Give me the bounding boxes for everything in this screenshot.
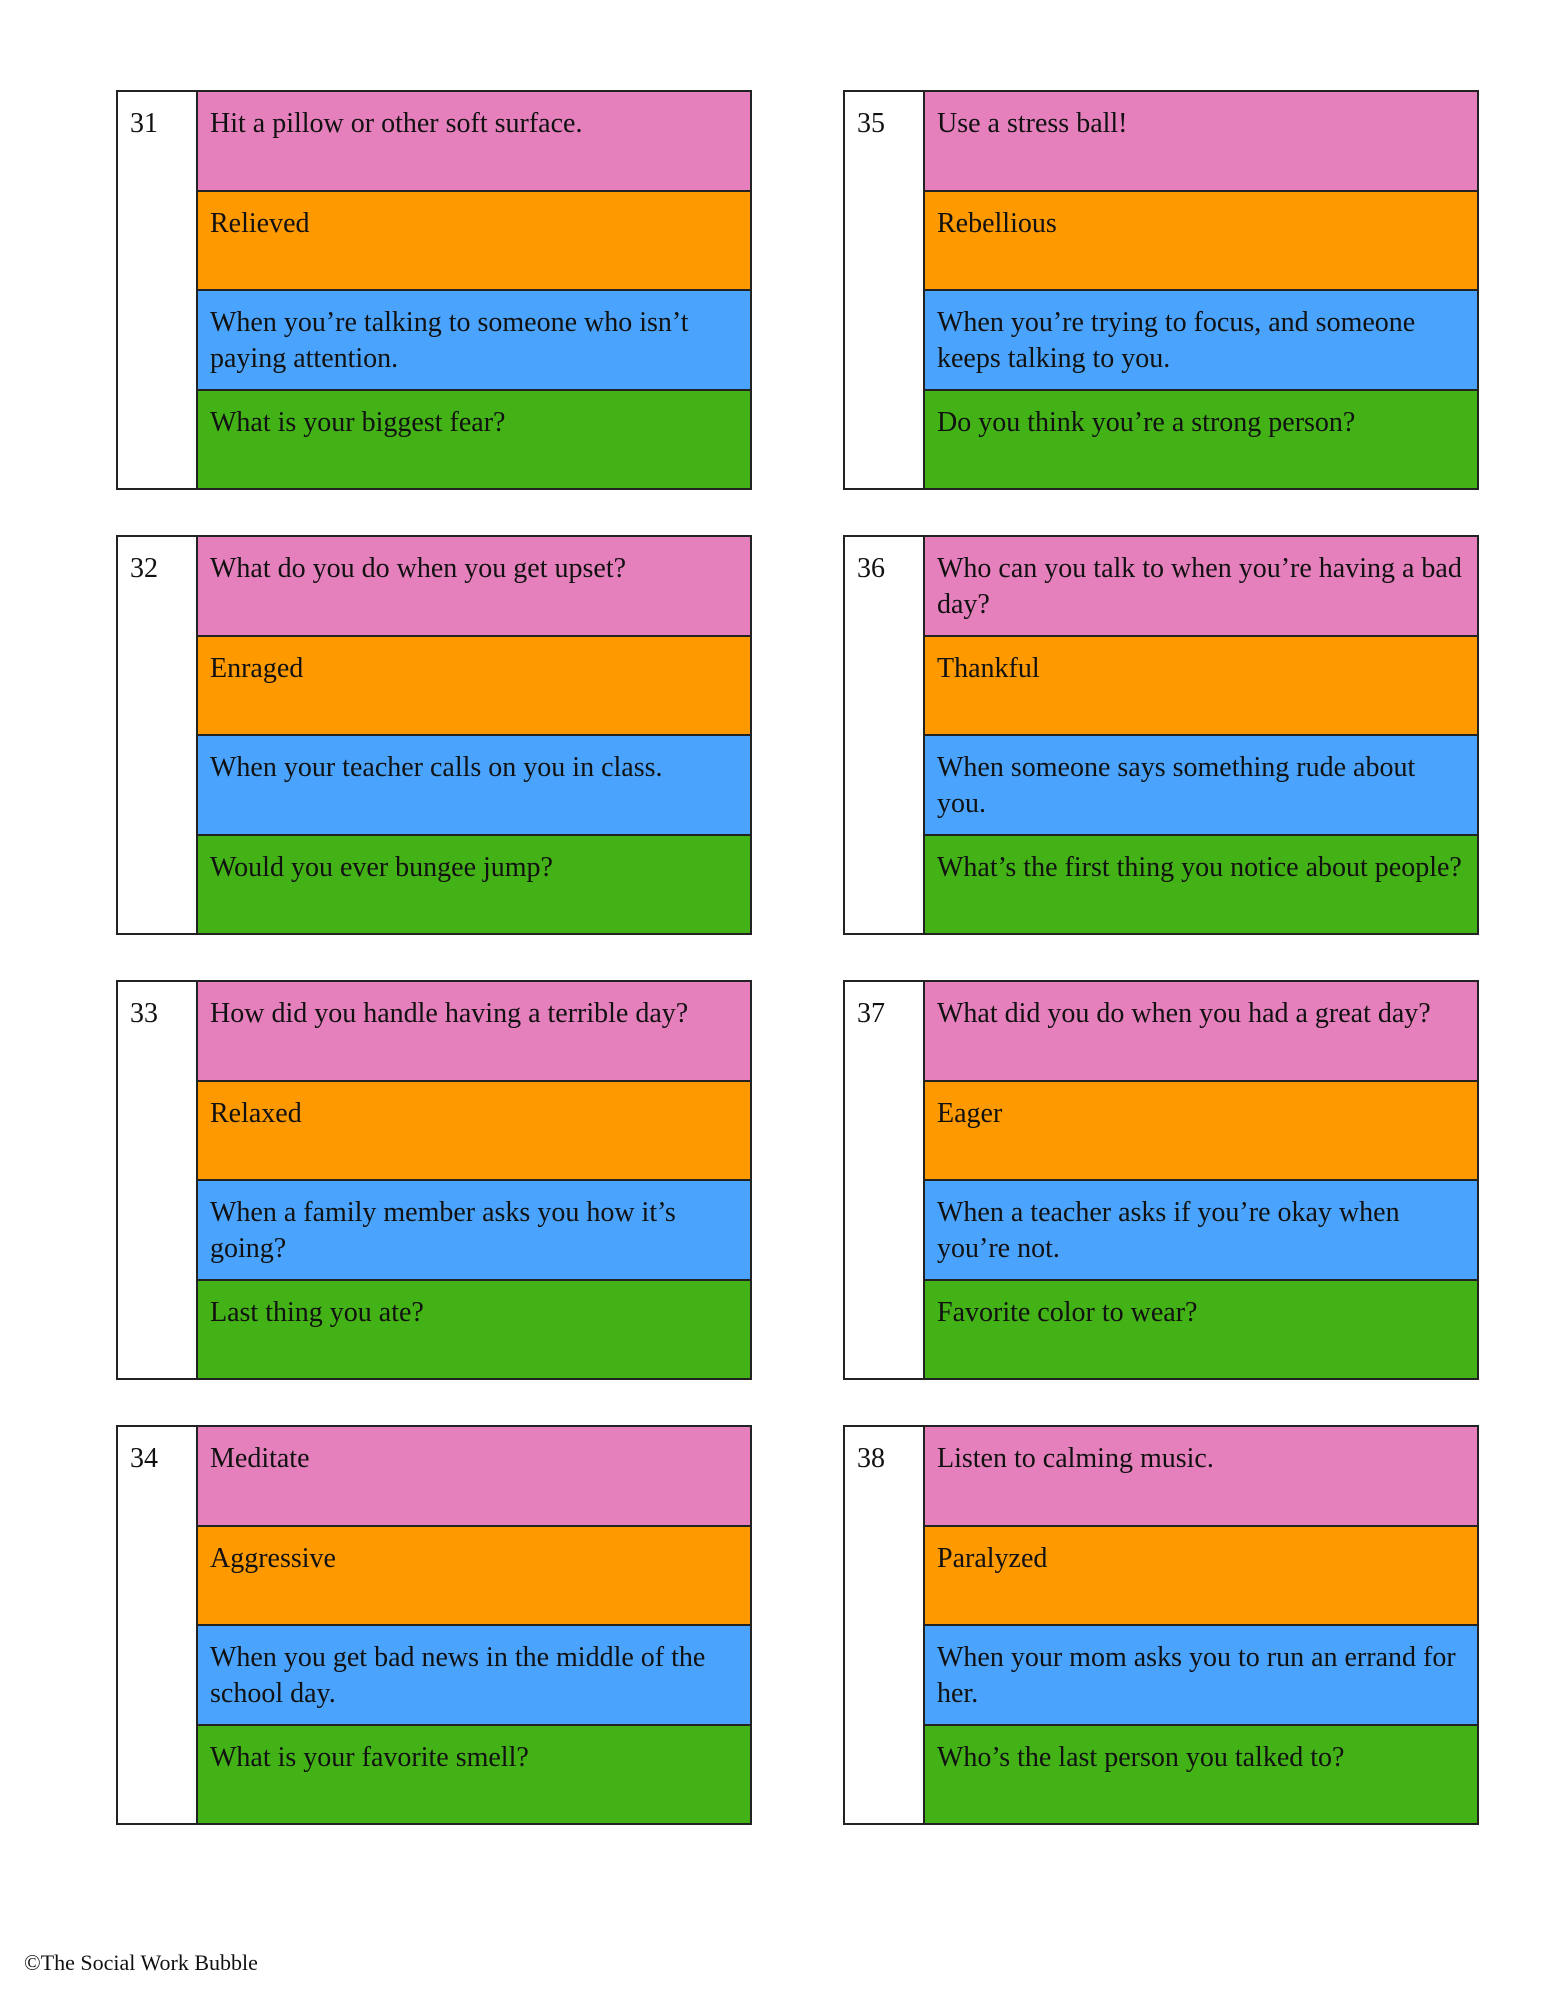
feeling-cell: Eager	[925, 1082, 1477, 1182]
scenario-cell: When a teacher asks if you’re okay when you’re not.	[925, 1181, 1477, 1281]
card-33	[116, 980, 752, 1380]
scenario-cell: When a family member asks you how it’s going?	[198, 1181, 750, 1281]
question-cell: Who’s the last person you talked to?	[925, 1726, 1477, 1824]
coping-skill-cell: Listen to calming music.	[925, 1427, 1477, 1527]
coping-skill-cell: Use a stress ball!	[925, 92, 1477, 192]
coping-skill-cell: How did you handle having a terrible day?	[198, 982, 750, 1082]
feeling-cell: Enraged	[198, 637, 750, 737]
question-cell: Last thing you ate?	[198, 1281, 750, 1379]
feeling-cell: Rebellious	[925, 192, 1477, 292]
card-number: 33	[118, 982, 198, 1378]
coping-skill-cell: Meditate	[198, 1427, 750, 1527]
scenario-cell: When someone says something rude about you.	[925, 736, 1477, 836]
scenario-cell: When your teacher calls on you in class.	[198, 736, 750, 836]
question-cell: What’s the first thing you notice about people?	[925, 836, 1477, 934]
feeling-cell: Paralyzed	[925, 1527, 1477, 1627]
coping-skill-cell: What do you do when you get upset?	[198, 537, 750, 637]
scenario-cell: When you get bad news in the middle of the school day.	[198, 1626, 750, 1726]
scenario-cell: When you’re talking to someone who isn’t paying attention.	[198, 291, 750, 391]
feeling-cell: Relaxed	[198, 1082, 750, 1182]
card-number: 36	[845, 537, 925, 933]
question-cell: Would you ever bungee jump?	[198, 836, 750, 934]
question-cell: Do you think you’re a strong person?	[925, 391, 1477, 489]
question-cell: What is your biggest fear?	[198, 391, 750, 489]
card-32	[116, 535, 752, 935]
coping-skill-cell: Hit a pillow or other soft surface.	[198, 92, 750, 192]
scenario-cell: When you’re trying to focus, and someone keeps talking to you.	[925, 291, 1477, 391]
card-38	[843, 1425, 1479, 1825]
card-number: 37	[845, 982, 925, 1378]
card-number: 35	[845, 92, 925, 488]
card-35	[843, 90, 1479, 490]
card-31	[116, 90, 752, 490]
question-cell: What is your favorite smell?	[198, 1726, 750, 1824]
card-36	[843, 535, 1479, 935]
feeling-cell: Relieved	[198, 192, 750, 292]
question-cell: Favorite color to wear?	[925, 1281, 1477, 1379]
feeling-cell: Aggressive	[198, 1527, 750, 1627]
copyright-footer: ©The Social Work Bubble	[24, 1950, 258, 1975]
card-37	[843, 980, 1479, 1380]
card-number: 32	[118, 537, 198, 933]
card-34	[116, 1425, 752, 1825]
scenario-cell: When your mom asks you to run an errand for her.	[925, 1626, 1477, 1726]
card-number: 31	[118, 92, 198, 488]
coping-skill-cell: What did you do when you had a great day?	[925, 982, 1477, 1082]
card-number: 38	[845, 1427, 925, 1823]
card-number: 34	[118, 1427, 198, 1823]
feeling-cell: Thankful	[925, 637, 1477, 737]
coping-skill-cell: Who can you talk to when you’re having a bad day?	[925, 537, 1477, 637]
